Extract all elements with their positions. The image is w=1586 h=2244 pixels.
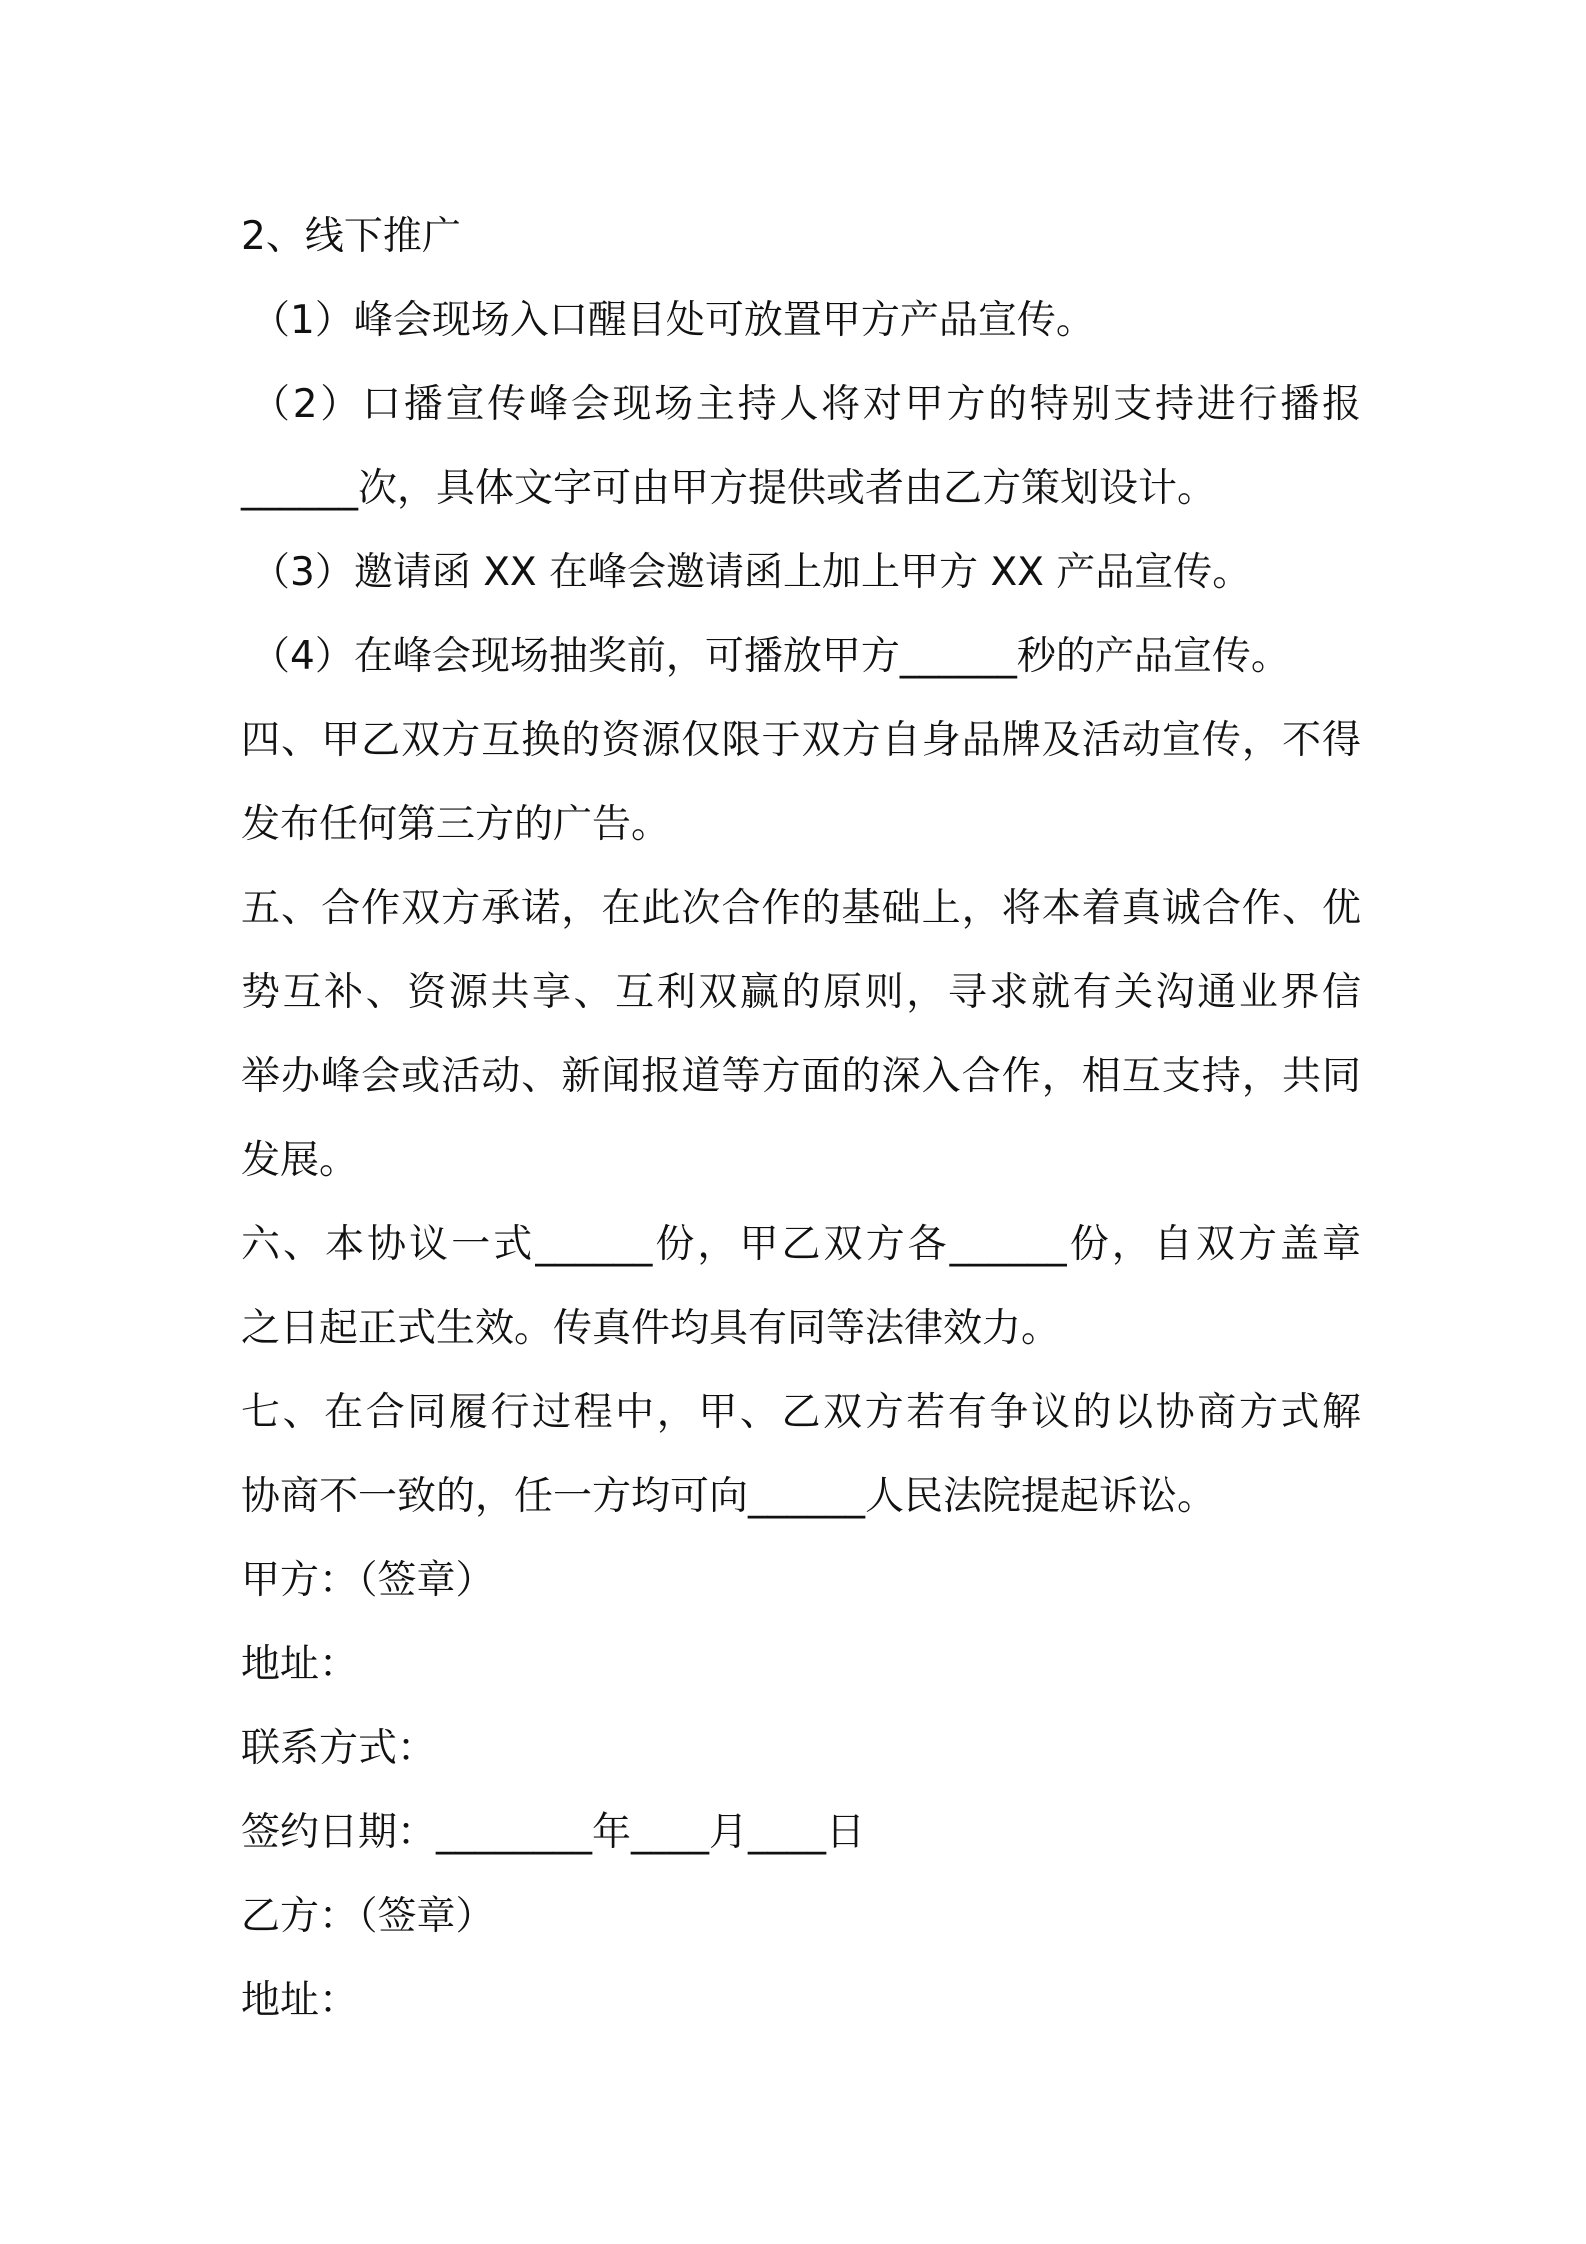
clause-7: 七、在合同履行过程中，甲、乙双方若有争议的以协商方式解 — [241, 1390, 1361, 1435]
list-item-1: （1）峰会现场入口醒目处可放置甲方产品宣传。 — [251, 298, 1095, 343]
clause-4: 四、甲乙双方互换的资源仅限于双方自身品牌及活动宣传，不得 — [241, 718, 1361, 763]
signing-date: 签约日期：________年____月____日 — [241, 1810, 866, 1855]
document-body — [241, 195, 1361, 2043]
clause-6-continued: 之日起正式生效。传真件均具有同等法律效力。 — [241, 1306, 1061, 1351]
clause-5-line-4: 发展。 — [241, 1138, 359, 1183]
party-b-address: 地址： — [241, 1978, 359, 2023]
party-a-contact: 联系方式： — [241, 1726, 437, 1771]
party-a-address: 地址： — [241, 1642, 359, 1687]
clause-5-line-3: 举办峰会或活动、新闻报道等方面的深入合作，相互支持，共同 — [241, 1054, 1361, 1099]
list-item-2: （2）口播宣传峰会现场主持人将对甲方的特别支持进行播报 — [251, 382, 1361, 427]
list-item-2-continued: ______次，具体文字可由甲方提供或者由乙方策划设计。 — [241, 466, 1217, 511]
clause-6: 六、本协议一式______份，甲乙双方各______份，自双方盖章 — [241, 1222, 1361, 1267]
section-heading-offline-promotion: 2、线下推广 — [241, 214, 461, 259]
party-a-signature: 甲方：（签章） — [241, 1558, 495, 1603]
clause-7-continued: 协商不一致的，任一方均可向______人民法院提起诉讼。 — [241, 1474, 1217, 1519]
list-item-4: （4）在峰会现场抽奖前，可播放甲方______秒的产品宣传。 — [251, 634, 1290, 679]
clause-4-continued: 发布任何第三方的广告。 — [241, 802, 671, 847]
clause-5: 五、合作双方承诺，在此次合作的基础上，将本着真诚合作、优 — [241, 886, 1361, 931]
party-b-signature: 乙方：（签章） — [241, 1894, 495, 1939]
clause-5-line-2: 势互补、资源共享、互利双赢的原则，寻求就有关沟通业界信 — [241, 970, 1361, 1015]
list-item-3: （3）邀请函 XX 在峰会邀请函上加上甲方 XX 产品宣传。 — [251, 550, 1252, 595]
